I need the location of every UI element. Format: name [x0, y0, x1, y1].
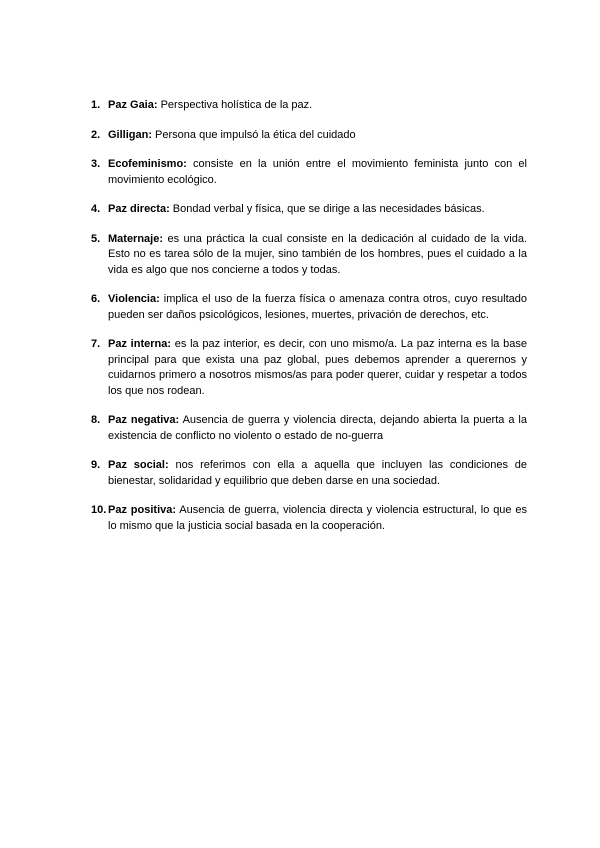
item-term: Gilligan: — [108, 128, 152, 141]
list-item-8 — [91, 413, 527, 444]
item-number: 2. — [91, 128, 101, 141]
list-item-9 — [91, 458, 527, 489]
item-term: Paz social: — [108, 459, 169, 471]
item-term: Maternaje: — [108, 232, 164, 245]
item-definition: Perspectiva holística de la paz. — [157, 99, 313, 111]
item-term: Paz negativa: — [108, 414, 180, 426]
item-text — [108, 232, 527, 279]
item-text — [108, 157, 527, 188]
item-number: 4. — [91, 203, 101, 215]
item-number: 8. — [91, 414, 101, 426]
item-number: 5. — [91, 232, 101, 245]
item-definition: es una práctica la cual consiste en la dedicación al cuidado de la vida. Esto no es tarea sólo de la mujer, sino también de los hombres, pues el cuidado a la vida es algo que nos concierne a todos y todas. — [108, 232, 527, 276]
item-term: Paz Gaia: — [108, 99, 158, 111]
definition-list — [91, 98, 527, 548]
item-definition: Ausencia de guerra, violencia directa y violencia estructural, lo que es lo mismo que la justicia social basada en la cooperación. — [108, 504, 527, 532]
item-term: Paz directa: — [108, 203, 170, 215]
item-definition: Persona que impulsó la ética del cuidado — [152, 128, 356, 141]
item-number: 10. — [91, 504, 107, 516]
item-text — [108, 202, 527, 218]
item-text — [108, 503, 527, 534]
item-term: Violencia: — [108, 293, 160, 305]
item-number: 6. — [91, 293, 101, 305]
list-item-4 — [91, 202, 527, 218]
item-text — [108, 337, 527, 399]
item-text — [108, 128, 527, 144]
list-item-5 — [91, 232, 527, 279]
list-item-3 — [91, 157, 527, 188]
item-term: Paz positiva: — [108, 504, 177, 516]
item-definition: Ausencia de guerra y violencia directa, dejando abierta la puerta a la existencia de conflicto no violento o estado de no-guerra — [108, 414, 527, 442]
list-item-6 — [91, 292, 527, 323]
item-term: Ecofeminismo: — [108, 158, 187, 170]
item-definition: nos referimos con ella a aquella que incluyen las condiciones de bienestar, solidaridad y equilibrio que deben darse en una sociedad. — [108, 459, 528, 487]
item-term: Paz interna: — [108, 338, 172, 350]
list-item-10 — [91, 503, 527, 534]
item-number: 7. — [91, 338, 101, 350]
item-definition: Bondad verbal y física, que se dirige a las necesidades básicas. — [169, 203, 485, 215]
item-number: 9. — [91, 459, 101, 471]
item-definition: es la paz interior, es decir, con uno mismo/a. La paz interna es la base principal para que exista una paz global, pues debemos aprender a querernos y cuidarnos primero a nosotros mismos/as para poder querer, cuidar y respetar a todos los que nos rodean. — [108, 338, 527, 397]
item-text — [108, 98, 527, 114]
item-definition: consiste en la unión entre el movimiento feminista junto con el movimiento ecológico. — [108, 158, 527, 186]
item-number: 3. — [91, 158, 101, 170]
list-item-1 — [91, 98, 527, 114]
item-text — [108, 458, 527, 489]
list-item-2 — [91, 128, 527, 144]
list-item-7 — [91, 337, 527, 399]
item-number: 1. — [91, 99, 101, 111]
item-text — [108, 292, 527, 323]
item-definition: implica el uso de la fuerza física o amenaza contra otros, cuyo resultado pueden ser daños psicológicos, lesiones, muertes, privación de derechos, etc. — [108, 293, 527, 321]
item-text — [108, 413, 527, 444]
